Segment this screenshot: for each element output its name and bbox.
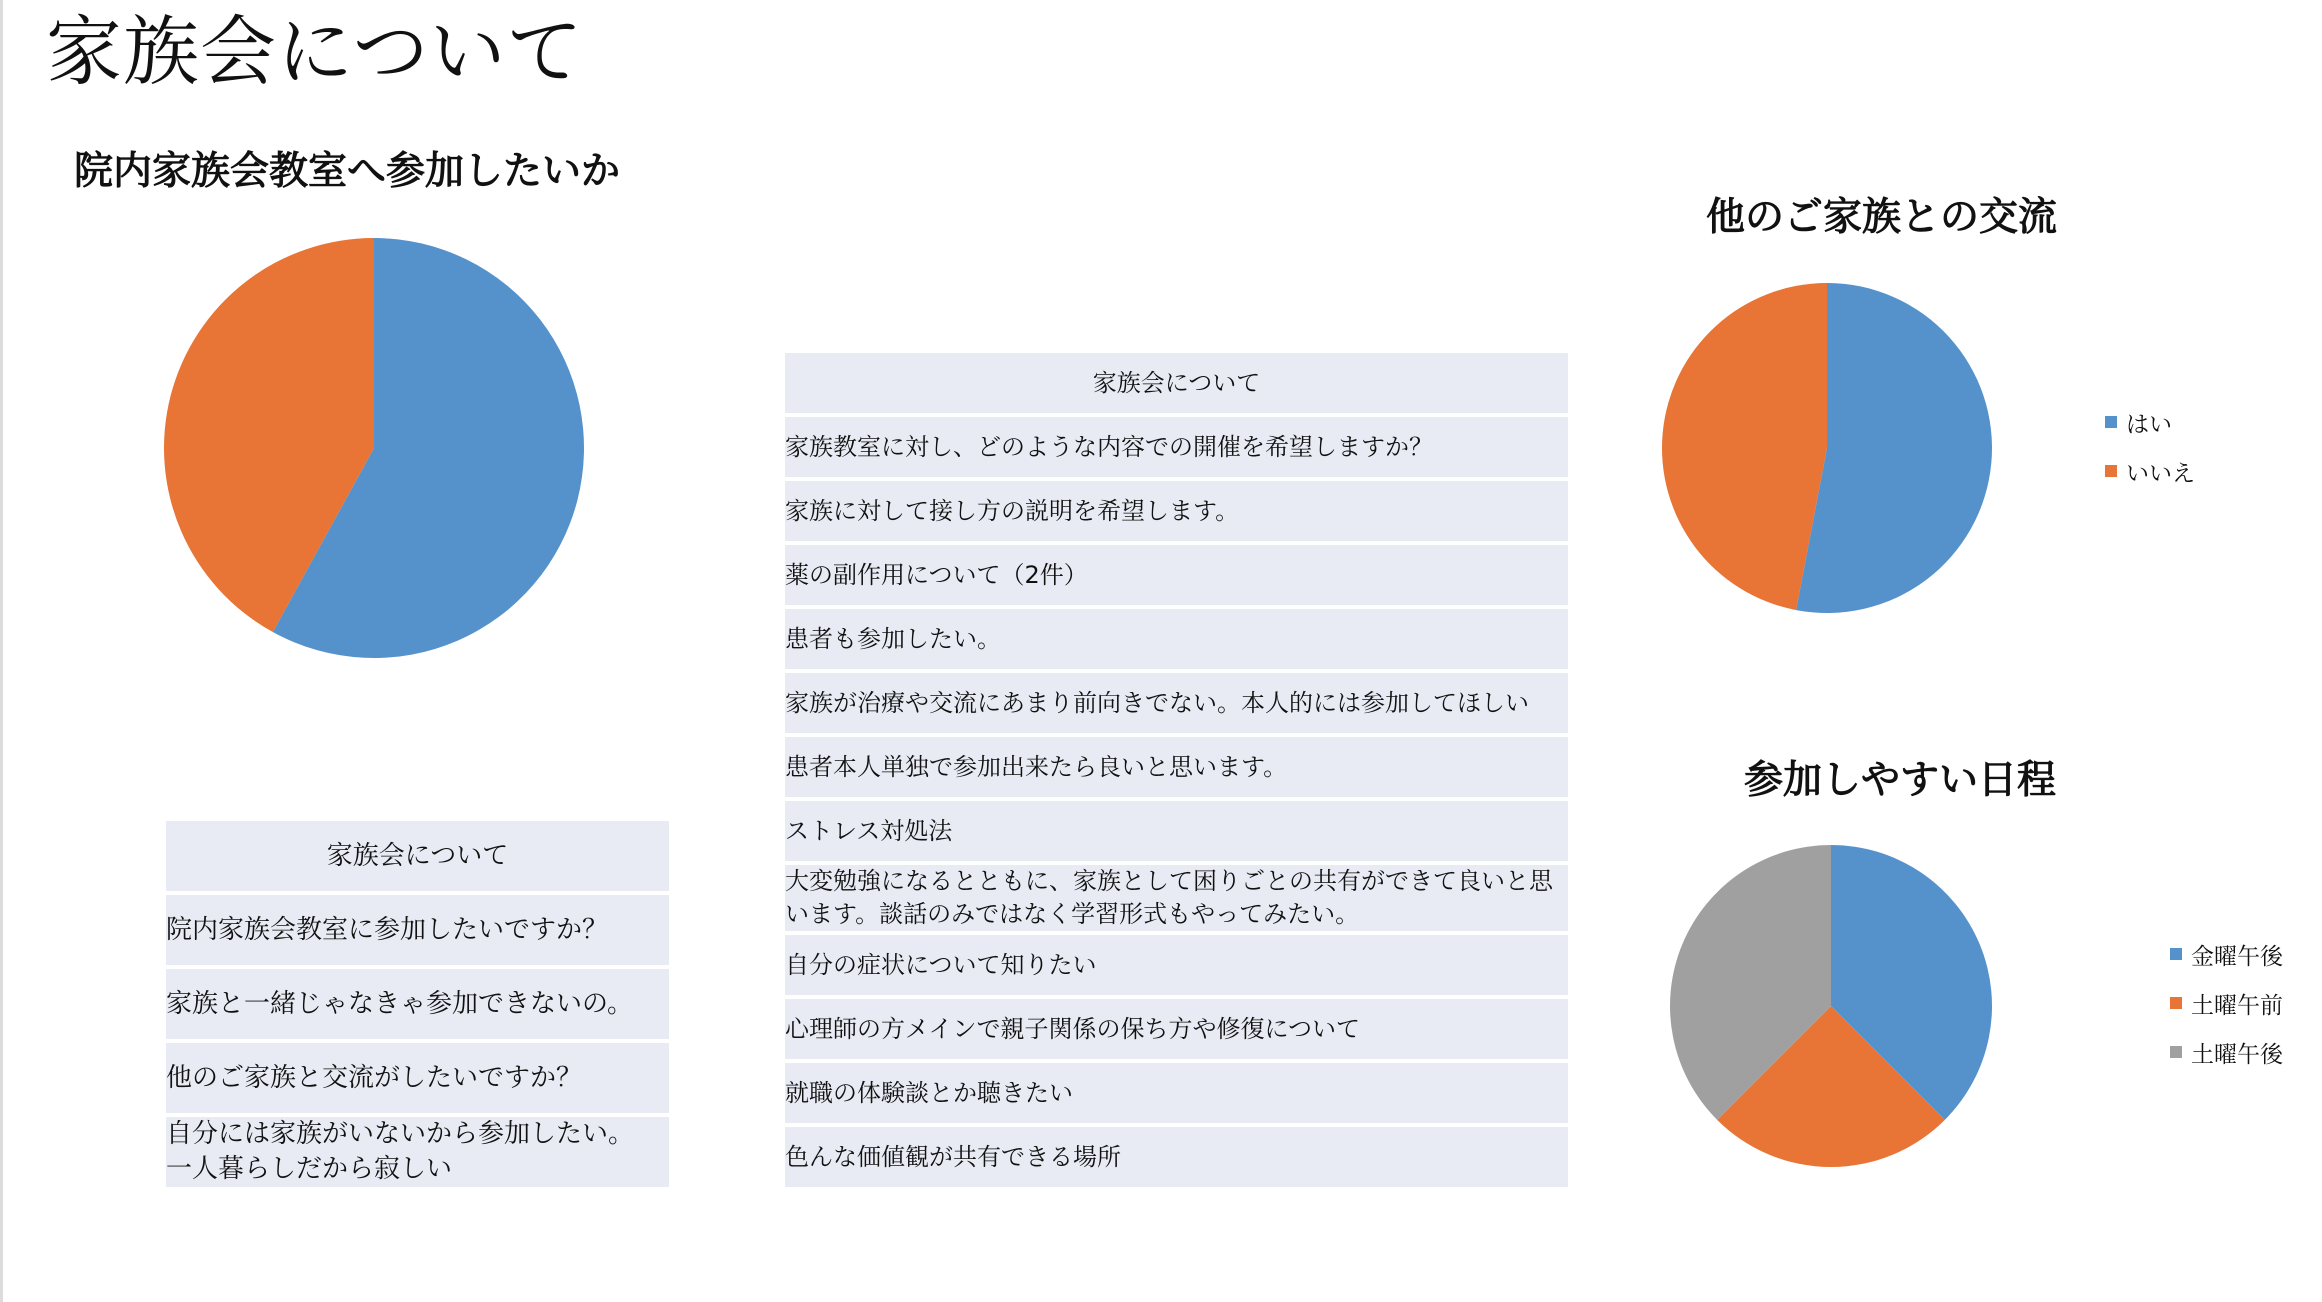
- table-row: [785, 609, 1568, 669]
- legend-label: はい: [2126, 411, 2172, 438]
- legend-family-exchange: [2105, 410, 2195, 508]
- table-row: [785, 481, 1568, 541]
- table-row: [785, 545, 1568, 605]
- legend-item-2-1: [2170, 991, 2283, 1019]
- legend-schedule: [2170, 942, 2283, 1089]
- table-row: [785, 801, 1568, 861]
- table-cell: [166, 1117, 669, 1187]
- chart-title-family-exchange: 他のご家族との交流: [1706, 195, 2058, 240]
- table-cell: [785, 865, 1568, 931]
- table-cell: 就職の体験談とか聴きたい: [785, 1063, 1568, 1123]
- table-cell: 家族が治療や交流にあまり前向きでない。本人的には参加してほしい: [785, 673, 1568, 733]
- pie-chart-participation: [164, 238, 584, 658]
- table-row: [166, 1043, 669, 1113]
- table-cell-line: 自分には家族がいないから参加したい。: [166, 1119, 635, 1149]
- table-cell: ストレス対処法: [785, 801, 1568, 861]
- table-row: [785, 1127, 1568, 1187]
- table-header-row: [785, 353, 1568, 413]
- legend-swatch: [2170, 997, 2182, 1009]
- legend-swatch: [2105, 465, 2117, 477]
- table-row: [785, 417, 1568, 477]
- legend-item-1-1: [2105, 459, 2195, 487]
- pie-chart-schedule: [1670, 845, 1992, 1167]
- legend-swatch: [2170, 948, 2182, 960]
- table-header: 家族会について: [166, 821, 669, 891]
- table-row: [166, 1117, 669, 1187]
- table-row: [785, 999, 1568, 1059]
- family-meeting-table-left: [166, 817, 669, 1191]
- table-cell: 家族と一緒じゃなきゃ参加できないの。: [166, 969, 669, 1039]
- table-cell: 院内家族会教室に参加したいですか？: [166, 895, 669, 965]
- legend-label: 土曜午後: [2191, 1041, 2283, 1068]
- table-cell: 自分の症状について知りたい: [785, 935, 1568, 995]
- table-row: [166, 969, 669, 1039]
- slide-left-border: [0, 0, 3, 1302]
- table-row: [166, 895, 669, 965]
- table-header-row: [166, 821, 669, 891]
- table-cell: 他のご家族と交流がしたいですか？: [166, 1043, 669, 1113]
- table-row: [785, 737, 1568, 797]
- table-cell-line: 大変勉強になるとともに、家族として困りごとの共有ができて良いと思: [785, 867, 1553, 895]
- table-cell: 患者も参加したい。: [785, 609, 1568, 669]
- table-cell: 色んな価値観が共有できる場所: [785, 1127, 1568, 1187]
- legend-label: いいえ: [2126, 460, 2195, 487]
- legend-item-2-0: [2170, 942, 2283, 970]
- table-row: [785, 1063, 1568, 1123]
- table-row: [785, 865, 1568, 931]
- chart-title-participation: 院内家族会教室へ参加したいか: [74, 149, 621, 194]
- legend-item-2-2: [2170, 1040, 2283, 1068]
- table-row: [785, 673, 1568, 733]
- table-cell: 家族教室に対し、どのような内容での開催を希望しますか？: [785, 417, 1568, 477]
- family-meeting-table-center: [785, 349, 1568, 1191]
- table-cell: 患者本人単独で参加出来たら良いと思います。: [785, 737, 1568, 797]
- legend-label: 金曜午後: [2191, 943, 2283, 970]
- table-cell: 家族に対して接し方の説明を希望します。: [785, 481, 1568, 541]
- page-title: 家族会について: [46, 7, 584, 96]
- pie-slice-1-1: [1662, 283, 1827, 610]
- pie-chart-family-exchange: [1662, 283, 1992, 613]
- table-cell: 薬の副作用について（2件）: [785, 545, 1568, 605]
- legend-label: 土曜午前: [2191, 992, 2283, 1019]
- chart-title-schedule: 参加しやすい日程: [1744, 758, 2057, 803]
- legend-item-1-0: [2105, 410, 2195, 438]
- table-cell: 心理師の方メインで親子関係の保ち方や修復について: [785, 999, 1568, 1059]
- table-row: [785, 935, 1568, 995]
- table-header: 家族会について: [785, 353, 1568, 413]
- table-cell-line: 一人暮らしだから寂しい: [166, 1154, 453, 1184]
- legend-swatch: [2170, 1046, 2182, 1058]
- legend-swatch: [2105, 416, 2117, 428]
- table-cell-line: います。談話のみではなく学習形式もやってみたい。: [785, 900, 1360, 928]
